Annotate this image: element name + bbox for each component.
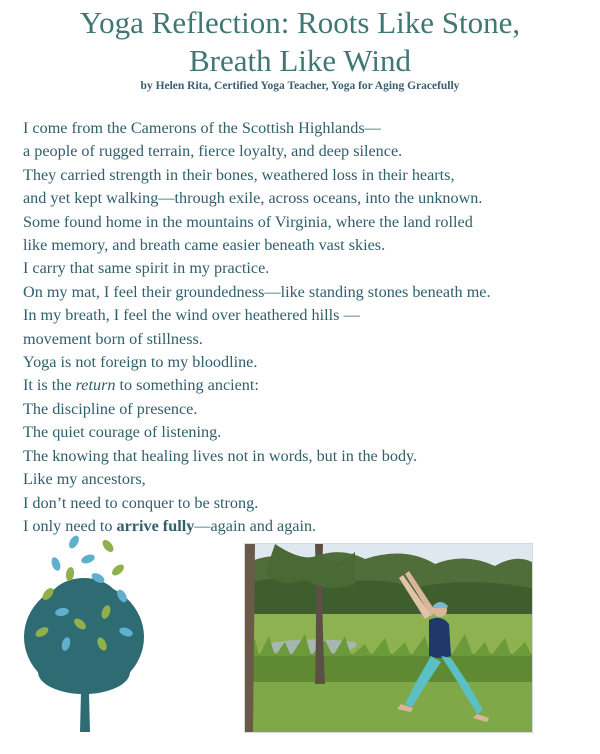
poem-line: The knowing that healing lives not in words, but in the body. (23, 446, 418, 465)
byline: by Helen Rita, Certified Yoga Teacher, Yoga for Aging Gracefully (140, 80, 460, 92)
poem-bold: arrive fully (116, 516, 195, 535)
yoga-warrior-pose-photo (244, 543, 533, 733)
tree-icon (18, 532, 150, 742)
poem-text: —again and again. (194, 516, 317, 535)
poem-emphasis: return (75, 376, 116, 395)
poem-line: They carried strength in their bones, weathered loss in their hearts, (23, 165, 455, 184)
poem-line: In my breath, I feel the wind over heathered hills — (23, 306, 360, 325)
poem-line: a people of rugged terrain, fierce loyalty, and deep silence. (23, 142, 403, 161)
poem-line: and yet kept walking—through exile, across oceans, into the unknown. (23, 189, 483, 208)
poem-line: Yoga is not foreign to my bloodline. (23, 353, 258, 372)
poem-line (23, 374, 593, 397)
poem-text: I only need to (23, 516, 117, 535)
poem-line: I come from the Camerons of the Scottish Highlands— (23, 119, 381, 137)
poem-line: The quiet courage of listening. (23, 423, 222, 442)
poem-line: The discipline of presence. (23, 399, 198, 418)
poem-line: I don’t need to conquer to be strong. (23, 493, 259, 512)
poem-line: movement born of stillness. (23, 329, 203, 348)
poem-body (23, 117, 593, 538)
title-line-2: Breath Like Wind (188, 43, 411, 78)
poem-line: Like my ancestors, (23, 470, 146, 489)
poem-text: It is the (23, 376, 76, 395)
poem-line: I carry that same spirit in my practice. (23, 259, 270, 278)
poem-line: Some found home in the mountains of Virginia, where the land rolled (23, 212, 473, 231)
poem-line: like memory, and breath came easier beneath vast skies. (23, 236, 386, 255)
poem-line: On my mat, I feel their groundedness—like standing stones beneath me. (23, 282, 491, 301)
poem-text: to something ancient: (115, 376, 259, 395)
title-line-1: Yoga Reflection: Roots Like Stone, (79, 5, 521, 40)
page-title (0, 4, 600, 80)
